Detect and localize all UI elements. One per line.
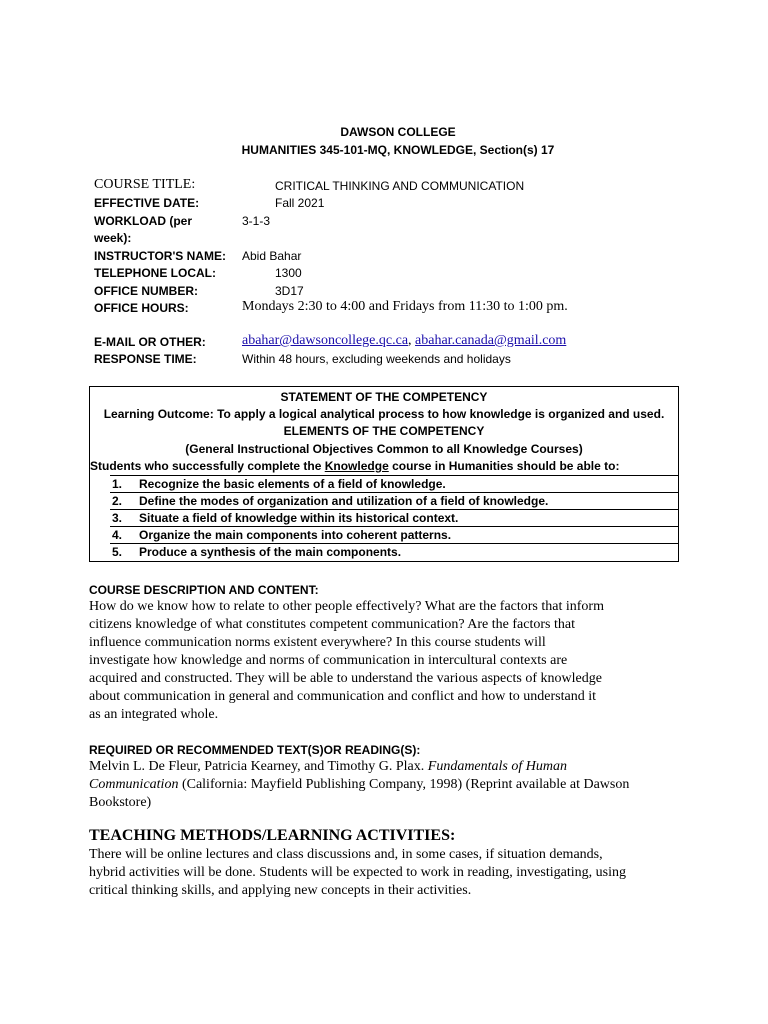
email-values: [242, 333, 566, 349]
course-description-body: [89, 598, 689, 724]
paragraph-line: citizens knowledge of what constitutes competent communication? Are the factors that: [89, 617, 575, 632]
course-title-value: CRITICAL THINKING AND COMMUNICATION: [275, 179, 525, 193]
email-label: E-MAIL OR OTHER:: [94, 335, 206, 349]
paragraph-line: There will be online lectures and class discussions and, in some cases, if situation demands,: [89, 847, 603, 862]
book-title-part1: Fundamentals of Human: [427, 759, 567, 774]
office-hours-value: Mondays 2:30 to 4:00 and Fridays from 11:30 to 1:00 pm.: [242, 299, 568, 314]
instructor-value: Abid Bahar: [242, 249, 302, 263]
book-title-part2: Communication: [89, 777, 179, 792]
paragraph-line: How do we know how to relate to other people effectively? What are the factors that inform: [89, 599, 604, 614]
office-number-label: OFFICE NUMBER:: [94, 284, 198, 298]
list-item-text: Define the modes of organization and utilization of a field of knowledge.: [139, 494, 549, 508]
list-item-number: 3.: [112, 511, 123, 525]
instructor-label: INSTRUCTOR'S NAME:: [94, 249, 226, 263]
learning-outcome: Learning Outcome: To apply a logical analytical process to how knowledge is organized and used.: [103, 407, 665, 421]
statement-heading: STATEMENT OF THE COMPETENCY: [280, 390, 488, 404]
students-intro-pre: Students who successfully complete the: [90, 459, 325, 473]
teaching-methods-heading: TEACHING METHODS/LEARNING ACTIVITIES:: [89, 827, 456, 844]
workload-label-line1: WORKLOAD (per: [94, 214, 192, 228]
list-item: [110, 475, 679, 492]
readings-authors: Melvin L. De Fleur, Patricia Kearney, and Timothy G. Plax.: [89, 759, 428, 774]
readings-heading: REQUIRED OR RECOMMENDED TEXT(S)OR READING(S):: [89, 743, 421, 757]
workload-label-line2: week):: [94, 231, 132, 245]
list-item-number: 5.: [112, 545, 123, 559]
list-item: [110, 526, 679, 543]
readings-body: [89, 758, 689, 812]
elements-heading: ELEMENTS OF THE COMPETENCY: [283, 424, 485, 438]
effective-date-label: EFFECTIVE DATE:: [94, 196, 200, 210]
students-intro-post: course in Humanities should be able to:: [388, 459, 620, 473]
paragraph-line: as an integrated whole.: [89, 707, 219, 722]
list-item-text: Situate a field of knowledge within its historical context.: [139, 511, 459, 525]
email-link-gmail[interactable]: abahar.canada@gmail.com: [415, 333, 567, 348]
list-item: [110, 543, 679, 560]
list-item: [110, 509, 679, 526]
list-item-number: 1.: [112, 477, 123, 491]
telephone-value: 1300: [275, 266, 302, 280]
list-item-text: Produce a synthesis of the main components.: [139, 545, 402, 559]
objectives-heading: (General Instructional Objectives Common to all Knowledge Courses): [185, 442, 583, 456]
course-code-line: HUMANITIES 345-101-MQ, KNOWLEDGE, Section(s) 17: [241, 143, 555, 157]
list-item-text: Organize the main components into coherent patterns.: [139, 528, 452, 542]
list-item-number: 4.: [112, 528, 123, 542]
paragraph-line: critical thinking skills, and applying new concepts in their activities.: [89, 883, 472, 898]
office-number-value: 3D17: [275, 284, 304, 298]
course-title-label: COURSE TITLE:: [94, 177, 196, 192]
effective-date-value: Fall 2021: [275, 196, 325, 210]
response-time-label: RESPONSE TIME:: [94, 352, 197, 366]
readings-publisher: (California: Mayfield Publishing Company, 1998) (Reprint available at Dawson: [178, 777, 630, 792]
telephone-label: TELEPHONE LOCAL:: [94, 266, 216, 280]
readings-line: Bookstore): [89, 795, 152, 810]
list-item: [110, 492, 679, 509]
competency-box: [89, 386, 679, 562]
college-name: DAWSON COLLEGE: [340, 125, 456, 139]
email-separator: ,: [408, 333, 412, 348]
email-link-college[interactable]: abahar@dawsoncollege.qc.ca: [242, 333, 409, 348]
paragraph-line: investigate how knowledge and norms of communication in intercultural contexts are: [89, 653, 568, 668]
students-intro: [90, 459, 619, 473]
knowledge-term: Knowledge: [324, 459, 389, 473]
list-item-text: Recognize the basic elements of a field of knowledge.: [139, 477, 446, 491]
paragraph-line: hybrid activities will be done. Students will be expected to work in reading, investigating, using: [89, 865, 626, 880]
paragraph-line: acquired and constructed. They will be able to understand the various aspects of knowledge: [89, 671, 602, 686]
teaching-methods-body: [89, 846, 689, 900]
readings-line: [89, 776, 689, 794]
list-item-number: 2.: [112, 494, 123, 508]
paragraph-line: influence communication norms existent everywhere? In this course students will: [89, 635, 546, 650]
response-time-value: Within 48 hours, excluding weekends and holidays: [242, 352, 511, 366]
office-hours-label: OFFICE HOURS:: [94, 301, 189, 315]
course-description-heading: COURSE DESCRIPTION AND CONTENT:: [89, 583, 319, 597]
paragraph-line: about communication in general and communication and conflict and how to understand it: [89, 689, 596, 704]
readings-line: [89, 758, 689, 776]
workload-value: 3-1-3: [242, 214, 271, 228]
